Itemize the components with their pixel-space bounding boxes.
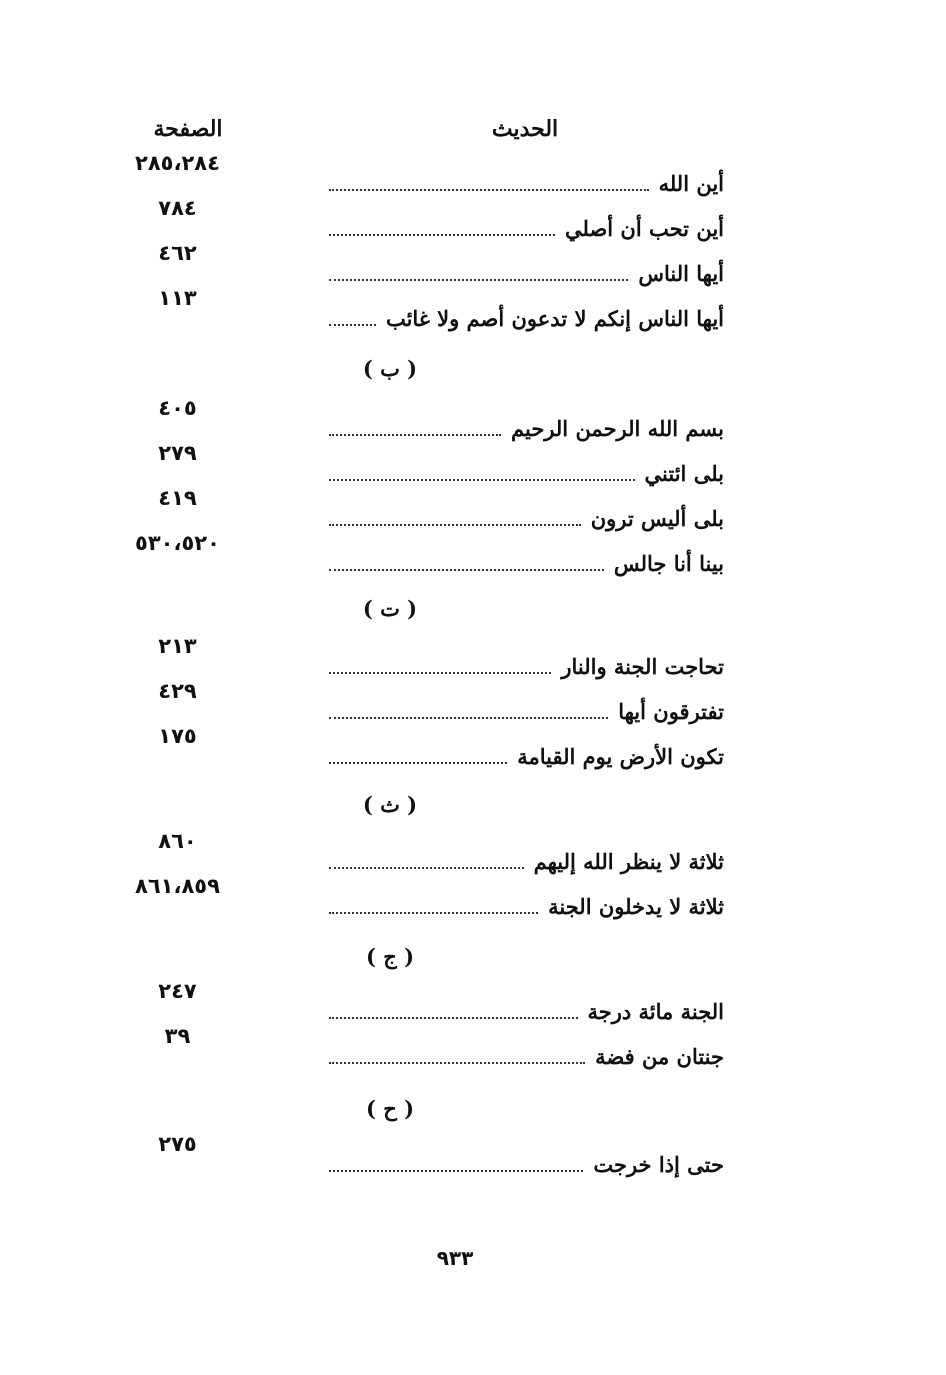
index-entry bbox=[0, 151, 946, 199]
entry-text: أيها الناس إنكم لا تدعون أصم ولا غائب bbox=[385, 306, 724, 331]
entry-line bbox=[329, 888, 724, 922]
leader-dots bbox=[329, 323, 376, 326]
entry-text: ثلاثة لا ينظر الله إليهم bbox=[533, 849, 724, 874]
entry-line bbox=[329, 500, 724, 534]
index-entry bbox=[0, 679, 946, 727]
index-entry bbox=[0, 241, 946, 289]
entry-line bbox=[329, 1038, 724, 1072]
leader-dots bbox=[329, 671, 551, 674]
leader-dots bbox=[329, 716, 608, 719]
entry-page-number: ٨٦٠ bbox=[158, 829, 197, 853]
entry-line bbox=[329, 165, 724, 199]
entry-text: أيها الناس bbox=[638, 261, 724, 286]
entry-text: تكون الأرض يوم القيامة bbox=[517, 744, 724, 769]
section-letter: ( ح ) bbox=[365, 1096, 415, 1121]
index-entry bbox=[0, 1132, 946, 1180]
index-entry bbox=[0, 634, 946, 682]
entry-page-number: ٣٩ bbox=[164, 1024, 191, 1048]
page-column-header: الصفحة bbox=[153, 116, 223, 142]
index-entry bbox=[0, 441, 946, 489]
leader-dots bbox=[329, 233, 555, 236]
entry-page-number: ٤١٩ bbox=[158, 486, 197, 510]
leader-dots bbox=[329, 1169, 583, 1172]
entry-page-number: ٨٦١،٨٥٩ bbox=[135, 874, 220, 898]
entry-page-number: ١٧٥ bbox=[158, 724, 197, 748]
entry-page-number: ١١٣ bbox=[158, 286, 197, 310]
index-entry bbox=[0, 196, 946, 244]
entry-page-number: ٧٨٤ bbox=[158, 196, 197, 220]
entry-line bbox=[329, 693, 724, 727]
entry-page-number: ٢٨٥،٢٨٤ bbox=[135, 151, 220, 175]
entry-line bbox=[329, 993, 724, 1027]
index-entry bbox=[0, 874, 946, 922]
entry-page-number: ٤٦٢ bbox=[158, 241, 197, 265]
page-folio-number: ٩٣٣ bbox=[436, 1246, 474, 1270]
index-entry bbox=[0, 396, 946, 444]
index-entry bbox=[0, 829, 946, 877]
entry-text: بينا أنا جالس bbox=[613, 551, 724, 576]
index-entry bbox=[0, 724, 946, 772]
section-letter: ( ب ) bbox=[362, 356, 418, 381]
entry-page-number: ٢٤٧ bbox=[158, 979, 197, 1003]
section-letter: ( ث ) bbox=[362, 792, 418, 817]
entry-page-number: ٢١٣ bbox=[158, 634, 197, 658]
index-entry bbox=[0, 1024, 946, 1072]
entry-text: أين الله bbox=[658, 171, 724, 196]
leader-dots bbox=[329, 568, 604, 571]
entry-text: ثلاثة لا يدخلون الجنة bbox=[548, 894, 724, 919]
leader-dots bbox=[329, 761, 507, 764]
entry-text: تفترقون أيها bbox=[618, 699, 724, 724]
leader-dots bbox=[329, 866, 524, 869]
entry-page-number: ٤٢٩ bbox=[158, 679, 197, 703]
entry-line bbox=[329, 545, 724, 579]
entry-text: جنتان من فضة bbox=[595, 1044, 724, 1069]
section-letter: ( ت ) bbox=[362, 596, 418, 621]
entry-line bbox=[329, 455, 724, 489]
section-letter: ( ج ) bbox=[365, 944, 415, 969]
entry-line bbox=[329, 410, 724, 444]
entry-line bbox=[329, 843, 724, 877]
leader-dots bbox=[329, 188, 649, 191]
entry-line bbox=[329, 255, 724, 289]
hadith-column-header: الحديث bbox=[491, 116, 559, 142]
index-entry bbox=[0, 286, 946, 334]
entry-line bbox=[329, 300, 724, 334]
index-entry bbox=[0, 486, 946, 534]
entry-text: أين تحب أن أصلي bbox=[565, 216, 724, 241]
leader-dots bbox=[329, 1061, 585, 1064]
entry-text: بسم الله الرحمن الرحيم bbox=[511, 416, 724, 441]
entry-text: تحاجت الجنة والنار bbox=[561, 654, 724, 679]
entry-text: الجنة مائة درجة bbox=[587, 999, 724, 1024]
leader-dots bbox=[329, 911, 538, 914]
entry-text: بلى أليس ترون bbox=[590, 506, 724, 531]
entry-line bbox=[329, 738, 724, 772]
leader-dots bbox=[329, 433, 501, 436]
entry-page-number: ٥٣٠،٥٢٠ bbox=[135, 531, 220, 555]
entry-line bbox=[329, 210, 724, 244]
leader-dots bbox=[329, 278, 628, 281]
leader-dots bbox=[329, 1016, 578, 1019]
entry-page-number: ٢٧٥ bbox=[158, 1132, 197, 1156]
entry-line bbox=[329, 648, 724, 682]
index-entry bbox=[0, 979, 946, 1027]
entry-page-number: ٤٠٥ bbox=[158, 396, 197, 420]
entry-text: حتى إذا خرجت bbox=[593, 1152, 724, 1177]
entry-line bbox=[329, 1146, 724, 1180]
leader-dots bbox=[329, 478, 635, 481]
entry-page-number: ٢٧٩ bbox=[158, 441, 197, 465]
leader-dots bbox=[329, 523, 581, 526]
index-entry bbox=[0, 531, 946, 579]
entry-text: بلى ائتني bbox=[644, 461, 724, 486]
